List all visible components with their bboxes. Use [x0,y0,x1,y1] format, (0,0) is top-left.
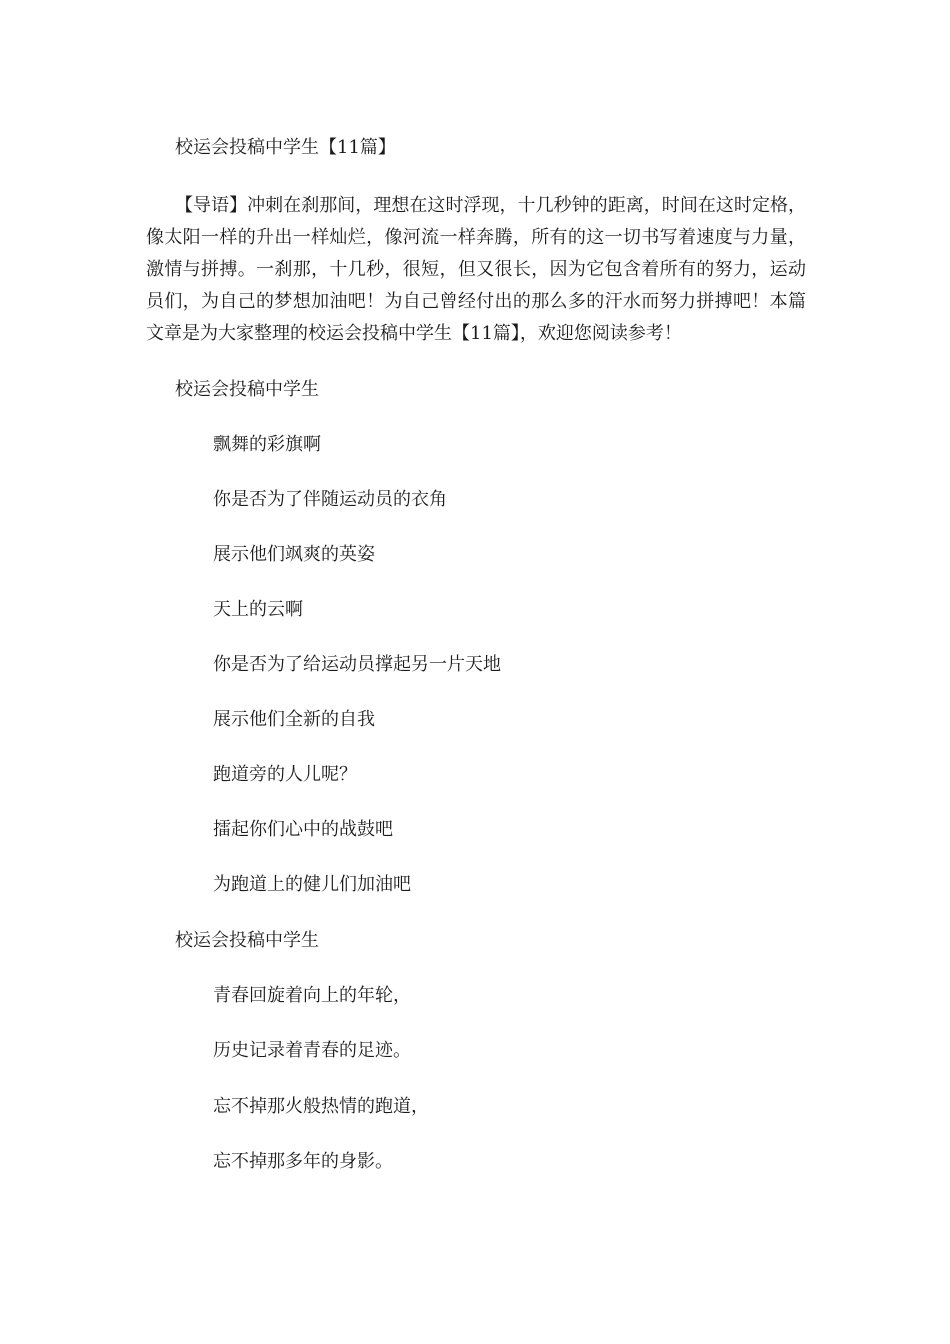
document-title: 校运会投稿中学生【11篇】 [175,137,396,158]
poem-line: 你是否为了给运动员撑起另一片天地 [213,654,501,675]
poem-line: 忘不掉那火般热情的跑道， [213,1096,429,1117]
poem-line: 展示他们全新的自我 [213,709,375,730]
section-heading: 校运会投稿中学生 [175,379,319,400]
poem-line: 擂起你们心中的战鼓吧 [213,819,393,840]
poem-line: 跑道旁的人儿呢？ [213,764,357,785]
poem-line: 你是否为了伴随运动员的衣角 [213,489,447,510]
poem-line: 飘舞的彩旗啊 [213,434,321,455]
poem-line: 历史记录着青春的足迹。 [213,1040,411,1061]
poem-line: 忘不掉那多年的身影。 [213,1151,393,1172]
section-heading: 校运会投稿中学生 [175,930,319,951]
poem-line: 为跑道上的健儿们加油吧 [213,874,411,895]
poem-line: 天上的云啊 [213,599,303,620]
intro-paragraph: 【导语】冲刺在刹那间，理想在这时浮现，十几秒钟的距离，时间在这时定格，像太阳一样的升出一样灿烂，像河流一样奔腾，所有的这一切书写着速度与力量，激情与拼搏。一刹那，十几秒，很短，但又很长，因为它包含着所有的努力，运动员们，为自己的梦想加油吧！为自己曾经付出的那么多的汗水而努力拼搏吧！本篇文章是为大家整理的校运会投稿中学生【11篇】，欢迎您阅读参考！ [146,195,806,344]
poem-line: 展示他们飒爽的英姿 [213,544,375,565]
poem-line: 青春回旋着向上的年轮， [213,985,411,1006]
